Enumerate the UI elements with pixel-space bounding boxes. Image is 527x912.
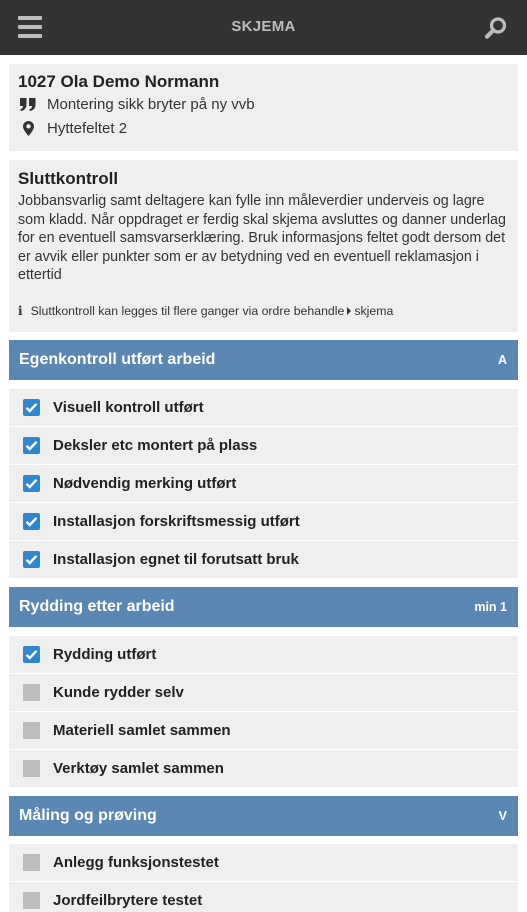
checkbox-unchecked[interactable] — [23, 854, 40, 871]
checklist-item[interactable] — [9, 465, 518, 502]
section-badge: min 1 — [474, 600, 507, 614]
checklist-label: Deksler etc montert på plass — [53, 437, 258, 454]
checklist-item[interactable] — [9, 541, 518, 578]
quote-icon — [19, 98, 37, 111]
info-icon: i — [18, 304, 23, 318]
info-card — [9, 160, 518, 332]
section-title: Måling og prøving — [19, 807, 157, 824]
info-card-title: Sluttkontroll — [18, 169, 119, 188]
checkmark-icon — [25, 401, 38, 414]
info-note — [18, 304, 393, 318]
checkmark-icon — [25, 553, 38, 566]
info-note-link: skjema — [354, 304, 394, 318]
app-title: SKJEMA — [231, 18, 296, 35]
checklist-item[interactable] — [9, 712, 518, 749]
checkmark-icon — [25, 648, 38, 661]
checkbox-unchecked[interactable] — [23, 684, 40, 701]
checkbox-checked[interactable] — [23, 646, 40, 663]
checklist-label: Visuell kontroll utført — [53, 399, 204, 416]
checkbox-checked[interactable] — [23, 437, 40, 454]
top-app-bar — [0, 0, 527, 55]
checklist-label: Materiell samlet sammen — [53, 722, 231, 739]
checklist-label: Anlegg funksjonstestet — [53, 854, 219, 871]
search-icon[interactable] — [484, 16, 508, 40]
checklist-label: Nødvendig merking utført — [53, 475, 237, 492]
section-header-egenkontroll[interactable] — [9, 340, 518, 380]
checkbox-checked[interactable] — [23, 513, 40, 530]
caret-right-icon — [347, 307, 351, 315]
checkmark-icon — [25, 515, 38, 528]
checklist-item[interactable] — [9, 636, 518, 673]
checklist-item[interactable] — [9, 674, 518, 711]
checkbox-unchecked[interactable] — [23, 722, 40, 739]
checklist-label: Installasjon forskriftsmessig utført — [53, 513, 300, 530]
job-description: Montering sikk bryter på ny vvb — [47, 96, 255, 113]
checklist-item[interactable] — [9, 882, 518, 912]
section-badge: V — [498, 809, 507, 823]
map-marker-icon — [19, 121, 37, 136]
checkbox-checked[interactable] — [23, 399, 40, 416]
checklist-label: Verktøy samlet sammen — [53, 760, 224, 777]
checklist-item[interactable] — [9, 750, 518, 787]
checklist-item[interactable] — [9, 844, 518, 881]
info-card-text: Jobbansvarlig samt deltagere kan fylle inn måleverdier underveis og lagre som kladd. Når oppdraget er ferdig skal skjema avsluttes og danner underlag for en eventuell samsvarserklæring. Bruk informasjons feltet godt dersom det er avvik eller punkter som er av betydning ved en eventuell reklamasjon i ettertid — [18, 193, 506, 283]
checklist-item[interactable] — [9, 427, 518, 464]
section-header-rydding[interactable] — [9, 587, 518, 627]
section-title: Rydding etter arbeid — [19, 598, 175, 615]
checklist-item[interactable] — [9, 503, 518, 540]
checkmark-icon — [25, 477, 38, 490]
checkbox-checked[interactable] — [23, 475, 40, 492]
job-title: 1027 Ola Demo Normann — [18, 72, 220, 91]
section-title: Egenkontroll utført arbeid — [19, 351, 216, 368]
checklist-label: Jordfeilbrytere testet — [53, 892, 203, 909]
job-location: Hyttefeltet 2 — [47, 120, 128, 137]
checkbox-checked[interactable] — [23, 551, 40, 568]
job-description-row — [19, 96, 255, 113]
checklist-item[interactable] — [9, 389, 518, 426]
checklist-label: Installasjon egnet til forutsatt bruk — [53, 551, 299, 568]
job-location-row — [19, 120, 127, 137]
checklist-label: Rydding utført — [53, 646, 157, 663]
checkbox-unchecked[interactable] — [23, 760, 40, 777]
checkbox-unchecked[interactable] — [23, 892, 40, 909]
job-card — [9, 64, 518, 151]
checkmark-icon — [25, 439, 38, 452]
section-badge: A — [497, 353, 507, 367]
checklist-label: Kunde rydder selv — [53, 684, 184, 701]
info-note-text: Sluttkontroll kan legges til flere ganger via ordre behandle — [30, 304, 345, 318]
section-header-maling[interactable] — [9, 796, 518, 836]
